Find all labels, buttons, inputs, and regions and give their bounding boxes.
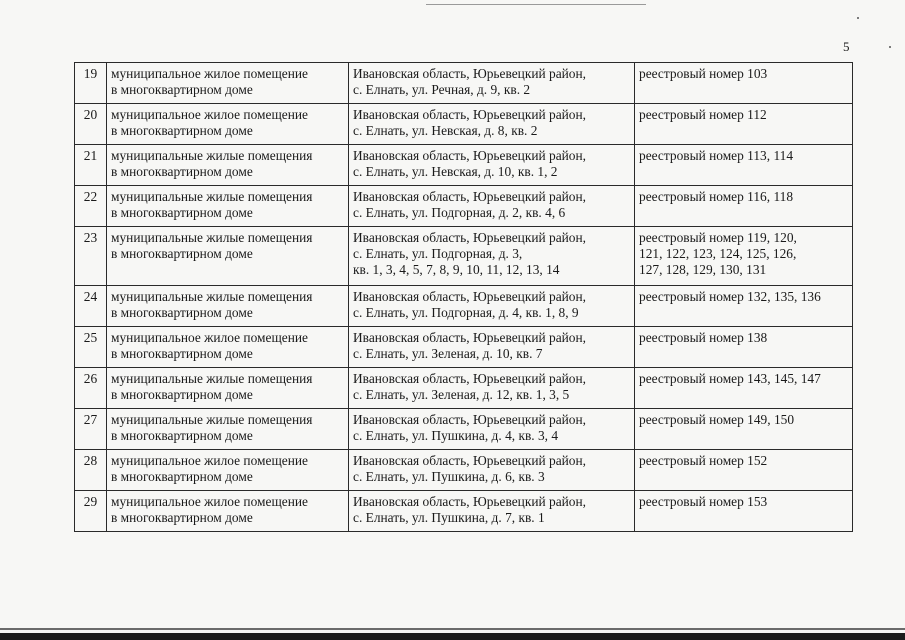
table-row bbox=[75, 327, 853, 368]
table-row bbox=[75, 450, 853, 491]
cell-text-line: реестровый номер 103 bbox=[639, 66, 768, 81]
cell-text-line: с. Елнать, ул. Пушкина, д. 4, кв. 3, 4 bbox=[353, 428, 559, 443]
row-number-cell: 25 bbox=[75, 327, 107, 368]
object-name-cell bbox=[107, 450, 349, 491]
cell-text-line: реестровый номер 143, 145, 147 bbox=[639, 371, 821, 386]
address-cell bbox=[349, 145, 635, 186]
cell-text-line: реестровый номер 153 bbox=[639, 494, 768, 509]
scan-bottom-edge bbox=[0, 628, 905, 630]
table-body bbox=[75, 63, 853, 532]
property-registry-table bbox=[74, 62, 853, 532]
registry-number-cell bbox=[635, 491, 853, 532]
registry-number-cell bbox=[635, 327, 853, 368]
cell-text-line: муниципальные жилые помещения bbox=[111, 412, 313, 427]
scan-top-rule bbox=[426, 4, 646, 5]
registry-number-cell bbox=[635, 186, 853, 227]
registry-number-cell bbox=[635, 409, 853, 450]
object-name-cell bbox=[107, 227, 349, 286]
cell-text-line: с. Елнать, ул. Пушкина, д. 6, кв. 3 bbox=[353, 469, 545, 484]
cell-text-line: реестровый номер 119, 120, bbox=[639, 230, 797, 245]
cell-text-line: муниципальное жилое помещение bbox=[111, 66, 308, 81]
cell-text-line: Ивановская область, Юрьевецкий район, bbox=[353, 230, 587, 245]
row-number-cell: 19 bbox=[75, 63, 107, 104]
cell-text-line: в многоквартирном доме bbox=[111, 205, 253, 220]
address-cell bbox=[349, 63, 635, 104]
cell-text-line: в многоквартирном доме bbox=[111, 246, 253, 261]
row-number-cell: 24 bbox=[75, 286, 107, 327]
cell-text-line: реестровый номер 152 bbox=[639, 453, 768, 468]
cell-text-line: муниципальные жилые помещения bbox=[111, 371, 313, 386]
cell-text-line: муниципальное жилое помещение bbox=[111, 453, 308, 468]
table-row bbox=[75, 63, 853, 104]
row-number-cell: 20 bbox=[75, 104, 107, 145]
cell-text-line: реестровый номер 116, 118 bbox=[639, 189, 794, 204]
cell-text-line: реестровый номер 112 bbox=[639, 107, 767, 122]
address-cell bbox=[349, 227, 635, 286]
cell-text-line: с. Елнать, ул. Невская, д. 8, кв. 2 bbox=[353, 123, 538, 138]
cell-text-line: в многоквартирном доме bbox=[111, 387, 253, 402]
registry-number-cell bbox=[635, 368, 853, 409]
cell-text-line: с. Елнать, ул. Речная, д. 9, кв. 2 bbox=[353, 82, 531, 97]
cell-text-line: в многоквартирном доме bbox=[111, 123, 253, 138]
registry-number-cell bbox=[635, 227, 853, 286]
object-name-cell bbox=[107, 63, 349, 104]
registry-number-cell bbox=[635, 450, 853, 491]
cell-text-line: реестровый номер 113, 114 bbox=[639, 148, 794, 163]
registry-number-cell bbox=[635, 145, 853, 186]
address-cell bbox=[349, 286, 635, 327]
table-row bbox=[75, 368, 853, 409]
address-cell bbox=[349, 368, 635, 409]
page-number: 5 bbox=[843, 39, 850, 54]
object-name-cell bbox=[107, 104, 349, 145]
table-row bbox=[75, 409, 853, 450]
cell-text-line: реестровый номер 132, 135, 136 bbox=[639, 289, 821, 304]
scan-bottom-bar bbox=[0, 633, 905, 640]
cell-text-line: Ивановская область, Юрьевецкий район, bbox=[353, 148, 587, 163]
cell-text-line: 127, 128, 129, 130, 131 bbox=[639, 262, 767, 277]
cell-text-line: с. Елнать, ул. Подгорная, д. 3, bbox=[353, 246, 523, 261]
object-name-cell bbox=[107, 368, 349, 409]
address-cell bbox=[349, 104, 635, 145]
address-cell bbox=[349, 491, 635, 532]
cell-text-line: с. Елнать, ул. Пушкина, д. 7, кв. 1 bbox=[353, 510, 545, 525]
object-name-cell bbox=[107, 409, 349, 450]
address-cell bbox=[349, 409, 635, 450]
row-number-cell: 29 bbox=[75, 491, 107, 532]
address-cell bbox=[349, 186, 635, 227]
cell-text-line: муниципальные жилые помещения bbox=[111, 230, 313, 245]
address-cell bbox=[349, 327, 635, 368]
row-number-cell: 26 bbox=[75, 368, 107, 409]
object-name-cell bbox=[107, 186, 349, 227]
table-row bbox=[75, 286, 853, 327]
cell-text-line: Ивановская область, Юрьевецкий район, bbox=[353, 453, 587, 468]
cell-text-line: с. Елнать, ул. Невская, д. 10, кв. 1, 2 bbox=[353, 164, 558, 179]
table-row bbox=[75, 491, 853, 532]
cell-text-line: в многоквартирном доме bbox=[111, 510, 253, 525]
cell-text-line: реестровый номер 149, 150 bbox=[639, 412, 795, 427]
scan-speck bbox=[857, 17, 859, 19]
registry-number-cell bbox=[635, 286, 853, 327]
cell-text-line: муниципальное жилое помещение bbox=[111, 494, 308, 509]
cell-text-line: кв. 1, 3, 4, 5, 7, 8, 9, 10, 11, 12, 13, 14 bbox=[353, 262, 560, 277]
cell-text-line: в многоквартирном доме bbox=[111, 82, 253, 97]
cell-text-line: в многоквартирном доме bbox=[111, 346, 253, 361]
address-cell bbox=[349, 450, 635, 491]
cell-text-line: Ивановская область, Юрьевецкий район, bbox=[353, 371, 587, 386]
cell-text-line: муниципальное жилое помещение bbox=[111, 107, 308, 122]
cell-text-line: муниципальные жилые помещения bbox=[111, 289, 313, 304]
registry-number-cell bbox=[635, 63, 853, 104]
cell-text-line: 121, 122, 123, 124, 125, 126, bbox=[639, 246, 797, 261]
cell-text-line: в многоквартирном доме bbox=[111, 305, 253, 320]
cell-text-line: с. Елнать, ул. Зеленая, д. 10, кв. 7 bbox=[353, 346, 543, 361]
cell-text-line: Ивановская область, Юрьевецкий район, bbox=[353, 107, 587, 122]
row-number-cell: 23 bbox=[75, 227, 107, 286]
row-number-cell: 22 bbox=[75, 186, 107, 227]
scan-speck bbox=[889, 46, 891, 48]
cell-text-line: в многоквартирном доме bbox=[111, 428, 253, 443]
cell-text-line: в многоквартирном доме bbox=[111, 469, 253, 484]
cell-text-line: с. Елнать, ул. Подгорная, д. 2, кв. 4, 6 bbox=[353, 205, 566, 220]
cell-text-line: Ивановская область, Юрьевецкий район, bbox=[353, 189, 587, 204]
registry-number-cell bbox=[635, 104, 853, 145]
cell-text-line: Ивановская область, Юрьевецкий район, bbox=[353, 330, 587, 345]
table-row bbox=[75, 186, 853, 227]
cell-text-line: Ивановская область, Юрьевецкий район, bbox=[353, 289, 587, 304]
table-row bbox=[75, 104, 853, 145]
cell-text-line: муниципальное жилое помещение bbox=[111, 330, 308, 345]
object-name-cell bbox=[107, 491, 349, 532]
cell-text-line: в многоквартирном доме bbox=[111, 164, 253, 179]
object-name-cell bbox=[107, 327, 349, 368]
cell-text-line: с. Елнать, ул. Зеленая, д. 12, кв. 1, 3, 5 bbox=[353, 387, 570, 402]
cell-text-line: Ивановская область, Юрьевецкий район, bbox=[353, 494, 587, 509]
cell-text-line: муниципальные жилые помещения bbox=[111, 148, 313, 163]
cell-text-line: реестровый номер 138 bbox=[639, 330, 768, 345]
row-number-cell: 21 bbox=[75, 145, 107, 186]
row-number-cell: 27 bbox=[75, 409, 107, 450]
object-name-cell bbox=[107, 286, 349, 327]
object-name-cell bbox=[107, 145, 349, 186]
row-number-cell: 28 bbox=[75, 450, 107, 491]
table-row bbox=[75, 227, 853, 286]
cell-text-line: с. Елнать, ул. Подгорная, д. 4, кв. 1, 8, 9 bbox=[353, 305, 579, 320]
table-row bbox=[75, 145, 853, 186]
cell-text-line: муниципальные жилые помещения bbox=[111, 189, 313, 204]
cell-text-line: Ивановская область, Юрьевецкий район, bbox=[353, 412, 587, 427]
cell-text-line: Ивановская область, Юрьевецкий район, bbox=[353, 66, 587, 81]
